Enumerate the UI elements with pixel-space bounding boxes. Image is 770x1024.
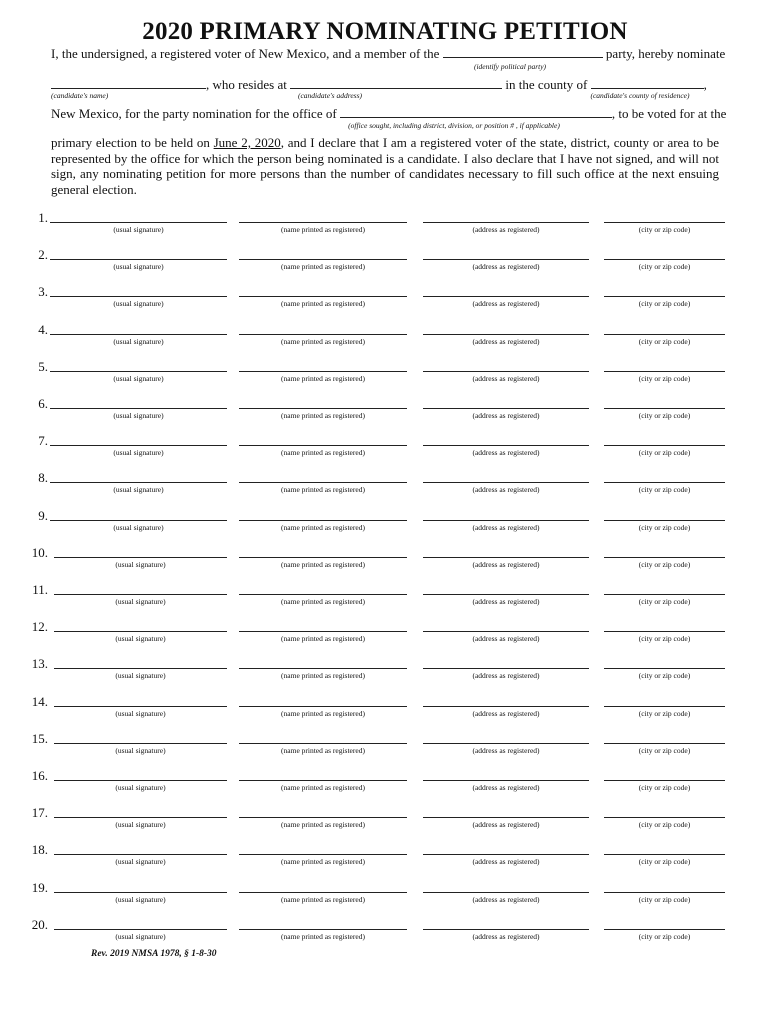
row-number: 11.: [32, 582, 48, 597]
party-line-suffix: party, hereby nominate: [605, 46, 726, 61]
signature-line[interactable]: [50, 296, 227, 297]
address-line[interactable]: [423, 743, 589, 744]
city-zip-line[interactable]: [604, 557, 725, 558]
signature-row: [0, 582, 770, 619]
address-line-label: (address as registered): [472, 262, 540, 272]
row-number: 9.: [38, 507, 48, 523]
printed-name-line[interactable]: [239, 817, 407, 818]
signature-line[interactable]: [54, 854, 227, 855]
printed-name-line-label: (name printed as registered): [281, 783, 365, 792]
printed-name-line-label: (name printed as registered): [281, 597, 365, 606]
signature-line-label: (usual signature): [115, 783, 166, 792]
signature-line-label: (usual signature): [113, 485, 164, 495]
candidate-county-field[interactable]: [591, 76, 704, 89]
address-line-label: (address as registered): [472, 411, 540, 420]
address-line[interactable]: [423, 408, 589, 409]
address-line[interactable]: [423, 259, 589, 260]
city-zip-line-label: (city or zip code): [638, 634, 691, 644]
printed-name-line-label: (name printed as registered): [281, 336, 365, 346]
signature-line[interactable]: [54, 706, 227, 707]
address-line-label: (address as registered): [472, 225, 540, 234]
city-zip-line-label: (city or zip code): [638, 783, 691, 792]
row-number: 16.: [31, 768, 48, 783]
printed-name-line[interactable]: [239, 631, 407, 632]
printed-name-line[interactable]: [239, 854, 407, 855]
city-zip-line-label: (city or zip code): [638, 225, 691, 234]
address-line[interactable]: [423, 892, 589, 893]
printed-name-line[interactable]: [239, 445, 407, 446]
signature-line-label: (usual signature): [115, 708, 166, 718]
city-zip-line-label: (city or zip code): [638, 299, 691, 309]
printed-name-line[interactable]: [239, 780, 407, 781]
address-line[interactable]: [423, 668, 589, 669]
printed-name-line[interactable]: [239, 743, 407, 744]
address-line-label: (address as registered): [472, 336, 540, 346]
signature-line-label: (usual signature): [113, 522, 164, 532]
city-zip-line[interactable]: [604, 706, 725, 707]
city-zip-line[interactable]: [604, 222, 725, 223]
printed-name-line-label: (name printed as registered): [281, 485, 365, 495]
declaration-paragraph: [51, 135, 719, 197]
address-line[interactable]: [423, 594, 589, 595]
city-zip-line-label: (city or zip code): [638, 559, 691, 569]
address-line-label: (address as registered): [472, 485, 540, 495]
signature-line[interactable]: [50, 222, 227, 223]
printed-name-line-label: (name printed as registered): [281, 522, 365, 532]
city-zip-line[interactable]: [604, 929, 725, 930]
city-zip-line[interactable]: [604, 445, 725, 446]
printed-name-line-label: (name printed as registered): [281, 857, 365, 867]
signature-line[interactable]: [50, 482, 227, 483]
address-line[interactable]: [423, 780, 589, 781]
address-line-label: (address as registered): [472, 931, 540, 941]
printed-name-line[interactable]: [239, 222, 407, 223]
printed-name-line-label: (name printed as registered): [281, 225, 365, 234]
row-number: 18.: [31, 842, 48, 858]
row-number: 6.: [38, 396, 48, 411]
printed-name-line[interactable]: [239, 668, 407, 669]
address-line-label: (address as registered): [472, 857, 540, 867]
signature-line-label: (usual signature): [115, 559, 166, 569]
party-field[interactable]: [443, 45, 603, 58]
address-line[interactable]: [423, 817, 589, 818]
row-number: 7.: [38, 433, 48, 449]
signature-line[interactable]: [54, 557, 227, 558]
signature-row: [0, 396, 770, 433]
signature-row: [0, 322, 770, 359]
signature-line-label: (usual signature): [113, 373, 164, 383]
printed-name-line-label: (name printed as registered): [281, 745, 365, 755]
city-zip-line-label: (city or zip code): [638, 745, 691, 755]
printed-name-line-label: (name printed as registered): [281, 448, 365, 458]
signature-line[interactable]: [54, 780, 227, 781]
row-number: 20.: [31, 916, 48, 932]
address-line-label: (address as registered): [472, 448, 540, 458]
row-number: 13.: [31, 656, 48, 672]
printed-name-line[interactable]: [239, 259, 407, 260]
address-line[interactable]: [423, 520, 589, 521]
signature-line[interactable]: [50, 259, 227, 260]
signature-line[interactable]: [54, 929, 227, 930]
address-line[interactable]: [423, 706, 589, 707]
printed-name-line[interactable]: [239, 296, 407, 297]
address-line[interactable]: [423, 445, 589, 446]
candidate-address-caption: (candidate's address): [297, 91, 363, 100]
address-line-label: (address as registered): [472, 597, 540, 606]
signature-line-label: (usual signature): [113, 225, 164, 234]
office-line-prefix: New Mexico, for the party nomination for the office of: [51, 106, 337, 121]
declaration-text-start: primary election to be held on: [51, 135, 214, 150]
signature-row: [0, 694, 770, 731]
signature-row: [0, 359, 770, 396]
city-zip-line-label: (city or zip code): [638, 485, 691, 495]
printed-name-line[interactable]: [239, 334, 407, 335]
city-zip-line-label: (city or zip code): [638, 931, 691, 941]
city-zip-line-label: (city or zip code): [638, 894, 691, 904]
office-caption: (office sought, including district, division, or position # , if applicable): [348, 121, 560, 130]
city-zip-line[interactable]: [604, 668, 725, 669]
address-line-label: (address as registered): [472, 634, 540, 644]
signature-row: [0, 284, 770, 321]
address-line-label: (address as registered): [472, 671, 540, 681]
signature-line-label: (usual signature): [113, 411, 164, 420]
row-number: 10.: [31, 544, 48, 560]
address-line[interactable]: [423, 929, 589, 930]
party-line: [51, 45, 725, 62]
signature-row: [0, 247, 770, 284]
signature-line-label: (usual signature): [115, 857, 166, 867]
election-date: June 2, 2020: [213, 135, 281, 150]
printed-name-line[interactable]: [239, 892, 407, 893]
signature-line-label: (usual signature): [113, 448, 164, 458]
city-zip-line-label: (city or zip code): [638, 411, 691, 420]
city-zip-line-label: (city or zip code): [638, 597, 691, 606]
signature-line-label: (usual signature): [115, 745, 166, 755]
city-zip-line-label: (city or zip code): [638, 708, 691, 718]
signature-line[interactable]: [50, 334, 227, 335]
printed-name-line-label: (name printed as registered): [281, 299, 365, 309]
city-zip-line-label: (city or zip code): [638, 448, 691, 458]
signature-line[interactable]: [54, 631, 227, 632]
city-zip-line[interactable]: [604, 296, 725, 297]
printed-name-line[interactable]: [239, 408, 407, 409]
printed-name-line[interactable]: [239, 594, 407, 595]
row-number: 17.: [31, 805, 48, 821]
county-comma: ,: [703, 77, 707, 92]
signature-row: [0, 842, 770, 879]
city-zip-line[interactable]: [604, 817, 725, 818]
address-line[interactable]: [423, 854, 589, 855]
revision-footer: Rev. 2019 NMSA 1978, § 1-8-30: [91, 949, 217, 959]
row-number: 8.: [38, 470, 48, 486]
signature-line-label: (usual signature): [113, 336, 164, 346]
signature-line[interactable]: [50, 445, 227, 446]
printed-name-line-label: (name printed as registered): [281, 373, 365, 383]
signature-row: [0, 731, 770, 768]
signature-row: [0, 768, 770, 805]
address-line[interactable]: [423, 631, 589, 632]
city-zip-line[interactable]: [604, 743, 725, 744]
address-line[interactable]: [423, 557, 589, 558]
address-line-label: (address as registered): [472, 894, 540, 904]
signature-row: [0, 545, 770, 582]
who-resides-text: , who resides at: [206, 77, 287, 92]
signature-line[interactable]: [54, 817, 227, 818]
office-line-suffix: , to be voted for at the: [611, 106, 727, 121]
party-line-prefix: I, the undersigned, a registered voter of New Mexico, and a member of the: [51, 46, 440, 61]
city-zip-line[interactable]: [604, 520, 725, 521]
row-number: 1.: [38, 210, 48, 225]
city-zip-line[interactable]: [604, 259, 725, 260]
row-number: 4.: [38, 321, 48, 337]
printed-name-line[interactable]: [239, 929, 407, 930]
printed-name-line[interactable]: [239, 520, 407, 521]
candidate-address-field[interactable]: [290, 76, 502, 89]
city-zip-line-label: (city or zip code): [638, 857, 691, 867]
row-number: 2.: [38, 247, 48, 263]
address-line[interactable]: [423, 482, 589, 483]
address-line-label: (address as registered): [472, 299, 540, 309]
address-line-label: (address as registered): [472, 820, 540, 830]
signature-line-label: (usual signature): [115, 820, 166, 830]
office-line: [51, 105, 726, 122]
address-line[interactable]: [423, 296, 589, 297]
candidate-county-caption: (candidate's county of residence): [590, 91, 690, 100]
printed-name-line-label: (name printed as registered): [281, 411, 365, 420]
printed-name-line-label: (name printed as registered): [281, 671, 365, 681]
address-line-label: (address as registered): [472, 559, 540, 569]
city-zip-line[interactable]: [604, 631, 725, 632]
city-zip-line[interactable]: [604, 854, 725, 855]
party-caption: (identify political party): [473, 62, 547, 71]
signature-row: [0, 805, 770, 842]
signature-line[interactable]: [54, 594, 227, 595]
city-zip-line[interactable]: [604, 334, 725, 335]
address-line[interactable]: [423, 222, 589, 223]
address-line[interactable]: [423, 334, 589, 335]
address-line-label: (address as registered): [472, 708, 540, 718]
address-line-label: (address as registered): [472, 783, 540, 792]
candidate-name-field[interactable]: [51, 76, 206, 89]
printed-name-line-label: (name printed as registered): [281, 634, 365, 644]
city-zip-line-label: (city or zip code): [638, 820, 691, 830]
page-title: 2020 PRIMARY NOMINATING PETITION: [142, 18, 628, 45]
signature-line[interactable]: [54, 743, 227, 744]
printed-name-line-label: (name printed as registered): [281, 262, 365, 272]
printed-name-line[interactable]: [239, 371, 407, 372]
row-number: 12.: [31, 619, 48, 635]
city-zip-line-label: (city or zip code): [638, 373, 691, 383]
signature-line-label: (usual signature): [113, 299, 164, 309]
address-line[interactable]: [423, 371, 589, 372]
signature-row: [0, 880, 770, 917]
declaration-text-rest: , and I declare that I am a registered voter of the state, district, county or area to be represented by the office for which the person being nominated is a candidate. I also declare that I have not signed, and will not sign, any nominating petition for more persons than the number of candidates necessary to fill such office at the next ensuing general election.: [51, 135, 719, 197]
signature-line-label: (usual signature): [113, 262, 164, 272]
signature-row: [0, 470, 770, 507]
row-number: 19.: [31, 879, 48, 895]
row-number: 15.: [31, 730, 48, 746]
printed-name-line-label: (name printed as registered): [281, 708, 365, 718]
printed-name-line-label: (name printed as registered): [281, 820, 365, 830]
candidate-name-caption: (candidate's name): [51, 91, 109, 100]
in-county-text: in the county of: [505, 77, 588, 92]
row-number: 14.: [31, 693, 48, 709]
signature-line[interactable]: [54, 668, 227, 669]
city-zip-line-label: (city or zip code): [638, 336, 691, 346]
printed-name-line[interactable]: [239, 482, 407, 483]
printed-name-line[interactable]: [239, 706, 407, 707]
office-field[interactable]: [340, 105, 612, 118]
city-zip-line[interactable]: [604, 780, 725, 781]
city-zip-line[interactable]: [604, 892, 725, 893]
city-zip-line[interactable]: [604, 482, 725, 483]
city-zip-line-label: (city or zip code): [638, 262, 691, 272]
signature-line[interactable]: [54, 892, 227, 893]
signature-line[interactable]: [50, 520, 227, 521]
signature-line-label: (usual signature): [115, 634, 166, 644]
city-zip-line[interactable]: [604, 371, 725, 372]
address-line-label: (address as registered): [472, 373, 540, 383]
address-line-label: (address as registered): [472, 522, 540, 532]
printed-name-line-label: (name printed as registered): [281, 931, 365, 941]
signature-line[interactable]: [50, 408, 227, 409]
signature-row: [0, 619, 770, 656]
signature-line-label: (usual signature): [115, 597, 166, 606]
city-zip-line-label: (city or zip code): [638, 671, 691, 681]
printed-name-line-label: (name printed as registered): [281, 559, 365, 569]
signature-row: [0, 433, 770, 470]
signature-line-label: (usual signature): [115, 931, 166, 941]
row-number: 5.: [38, 358, 48, 374]
signature-line-label: (usual signature): [115, 894, 166, 904]
city-zip-line[interactable]: [604, 408, 725, 409]
signature-line[interactable]: [50, 371, 227, 372]
address-line-label: (address as registered): [472, 745, 540, 755]
signature-row: [0, 508, 770, 545]
row-number: 3.: [38, 284, 48, 300]
signature-line-label: (usual signature): [115, 671, 166, 681]
signature-row: [0, 210, 770, 247]
city-zip-line-label: (city or zip code): [638, 522, 691, 532]
printed-name-line[interactable]: [239, 557, 407, 558]
signature-row: [0, 656, 770, 693]
printed-name-line-label: (name printed as registered): [281, 894, 365, 904]
city-zip-line[interactable]: [604, 594, 725, 595]
